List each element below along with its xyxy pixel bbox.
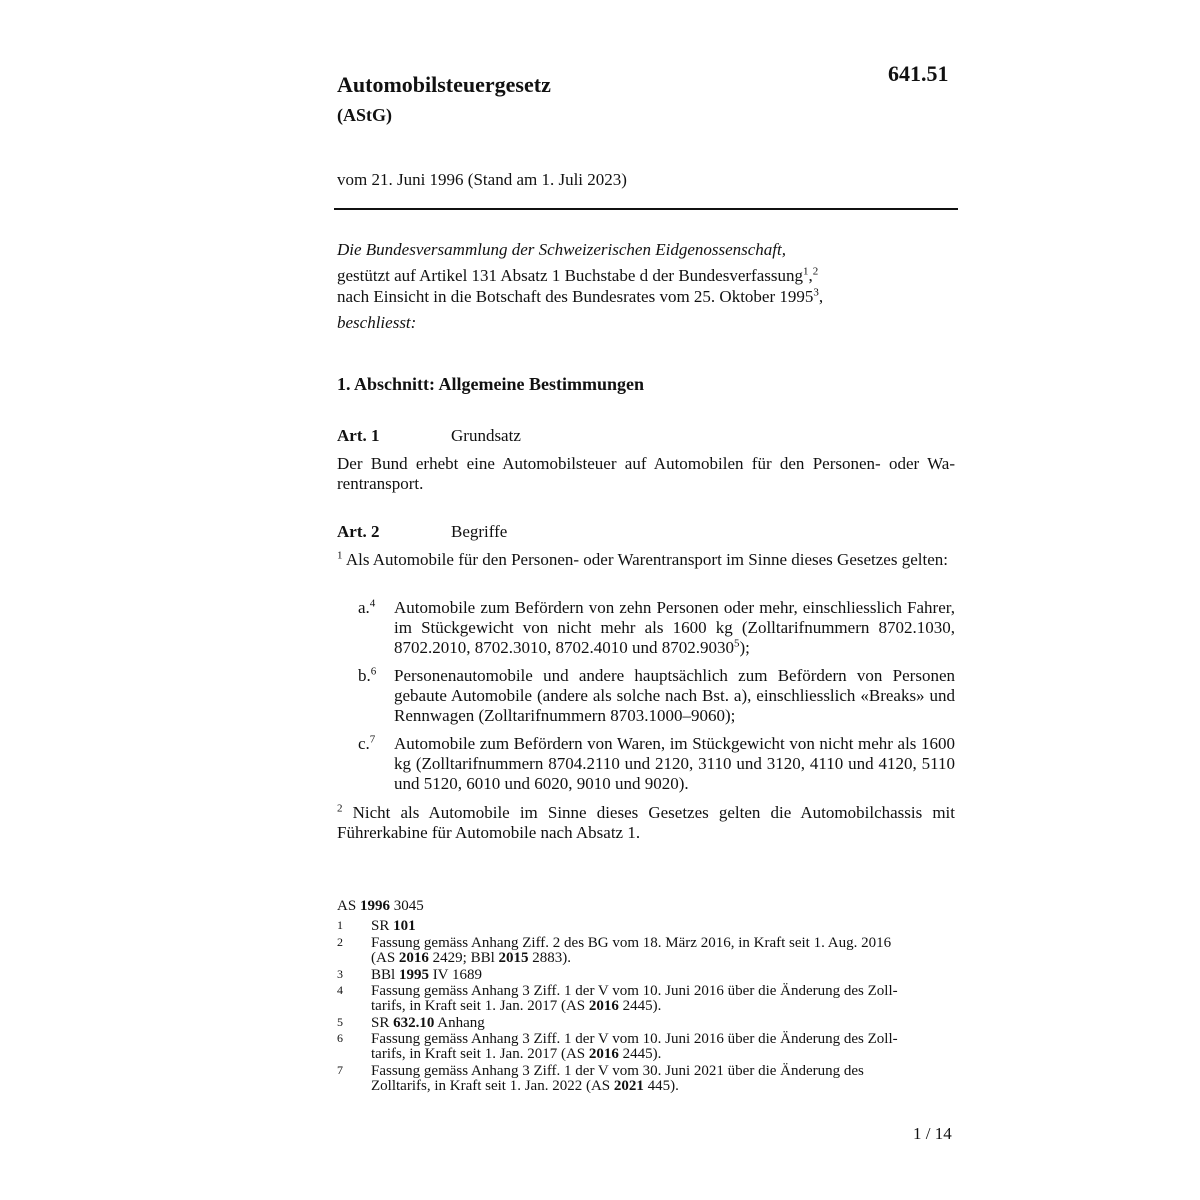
footnote-4: 4 Fassung gemäss Anhang 3 Ziff. 1 der V vom 10. Juni 2016 über die Änderung des Zoll- tarifs, in Kraft seit 1. Jan. 2017 (AS 2016 2445).: [337, 983, 898, 1014]
item-label: a.: [358, 598, 370, 617]
footnote-6: 6 Fassung gemäss Anhang 3 Ziff. 1 der V vom 10. Juni 2016 über die Änderung des Zoll- tarifs, in Kraft seit 1. Jan. 2017 (AS 2016 2445).: [337, 1031, 898, 1062]
article-2-paragraph-1: [337, 550, 955, 570]
footnote-ref[interactable]: 4: [369, 597, 376, 610]
page-number: 1 / 14: [913, 1124, 952, 1143]
footnote-number: 3: [337, 967, 343, 981]
section-heading: 1. Abschnitt: Allgemeine Bestimmungen: [337, 374, 645, 394]
footnote-ref[interactable]: 5: [734, 637, 740, 650]
article-1-number: Art. 1: [337, 426, 380, 445]
list-item-b: [337, 666, 955, 726]
list-item-a: a.$^4$ Automobile zum Befördern von zehn Personen oder mehr, einschliesslich Fahrer, im Stückgewicht von nicht mehr als 1600 kg (Zolltarifnummern 8702.1030, 8702.2010, 8702.3010, 8702.4010 und 8702.9030$^5$);: [358, 597, 955, 657]
footnote-1: 1 SR 101: [337, 918, 416, 934]
preamble-resolves: beschliesst:: [337, 313, 417, 332]
date-line: vom 21. Juni 1996 (Stand am 1. Juli 2023): [337, 170, 627, 189]
official-collection-ref: AS 1996 3045: [337, 898, 424, 914]
paragraph-text: Nicht als Automobile im Sinne dieses Gesetzes gelten die Automobilchassis mit Führerkabine für Automobile nach Absatz 1.: [337, 803, 956, 842]
footnote-5: 5 SR 632.10 Anhang: [337, 1015, 485, 1031]
article-1-text-line1: Der Bund erhebt eine Automobilsteuer auf Automobilen für den Personen- oder Wa-: [337, 454, 955, 473]
preamble-basis: gestützt auf Artikel 131 Absatz 1 Buchstabe d der Bundesverfassung$^1$,$^2$: [337, 265, 819, 285]
footnote-ref[interactable]: 1: [802, 265, 809, 278]
footnote-number: 2: [337, 935, 343, 949]
document-title: Automobilsteuergesetz: [337, 72, 551, 97]
header-divider: [334, 208, 958, 210]
preamble-message-text: nach Einsicht in die Botschaft des Bundesrates vom 25. Oktober 1995: [337, 287, 814, 306]
document-short-title: (AStG): [337, 105, 392, 125]
footnote-ref[interactable]: 3: [813, 286, 819, 299]
footnote-ref[interactable]: 6: [370, 665, 377, 678]
item-label: b.: [358, 666, 371, 685]
article-2-number: Art. 2: [337, 522, 380, 541]
sr-number: 641.51: [888, 61, 949, 86]
footnote-3: 3 BBl 1995 IV 1689: [337, 967, 482, 983]
preamble-message: nach Einsicht in die Botschaft des Bundesrates vom 25. Oktober 1995$^3$,: [337, 286, 824, 306]
item-text: Automobile zum Befördern von zehn Personen oder mehr, einschliesslich Fahrer, im Stückgewicht von nicht mehr als 1600 kg (Zolltarifnummern 8702.1030, 8702.2010, 8702.3010, 8702.4010 und 8702.9030: [394, 598, 955, 657]
article-2-title: Begriffe: [451, 522, 508, 541]
footnote-ref[interactable]: 7: [369, 733, 376, 746]
preamble-assembly: Die Bundesversammlung der Schweizerischen Eidgenossenschaft,: [337, 240, 786, 259]
paragraph-number: 1: [337, 549, 343, 562]
article-2-paragraph-2: [337, 803, 955, 843]
footnote-number: 1: [337, 918, 343, 932]
footnote-2: 2 Fassung gemäss Anhang Ziff. 2 des BG vom 18. März 2016, in Kraft seit 1. Aug. 2016 (AS 2016 2429; BBl 2015 2883).: [337, 935, 892, 966]
article-1-title: Grundsatz: [451, 426, 521, 445]
paragraph-number: 2: [337, 802, 343, 815]
footnote-number: 5: [337, 1015, 343, 1029]
footnote-number: 4: [337, 983, 343, 997]
footnote-7: 7 Fassung gemäss Anhang 3 Ziff. 1 der V vom 30. Juni 2021 über die Änderung des Zolltarifs, in Kraft seit 1. Jan. 2022 (AS 2021 445).: [337, 1063, 864, 1094]
item-label: c.: [358, 734, 370, 753]
footnote-number: 7: [337, 1063, 343, 1077]
list-item-c: [337, 734, 955, 794]
footnote-number: 6: [337, 1031, 343, 1045]
item-text: Personenautomobile und andere hauptsächlich zum Befördern von Personen gebaute Automobile (andere als solche nach Bst. a), einschliesslich «Breaks» und Rennwagen (Zolltarifnummern 8703.1000–9060);: [394, 666, 955, 725]
paragraph-text: Als Automobile für den Personen- oder Warentransport im Sinne dieses Gesetzes gelten:: [345, 550, 948, 569]
preamble-basis-text: gestützt auf Artikel 131 Absatz 1 Buchstabe d der Bundesverfassung: [337, 266, 803, 285]
item-text: Automobile zum Befördern von Waren, im Stückgewicht von nicht mehr als 1600 kg (Zolltarifnummern 8704.2110 und 2120, 3110 und 3120, 4110 und 4120, 5110 und 5120, 6010 und 6020, 9010 und 9020).: [394, 734, 955, 793]
footnote-ref[interactable]: 2: [812, 265, 819, 278]
article-1-text-line2: rentransport.: [337, 474, 424, 493]
